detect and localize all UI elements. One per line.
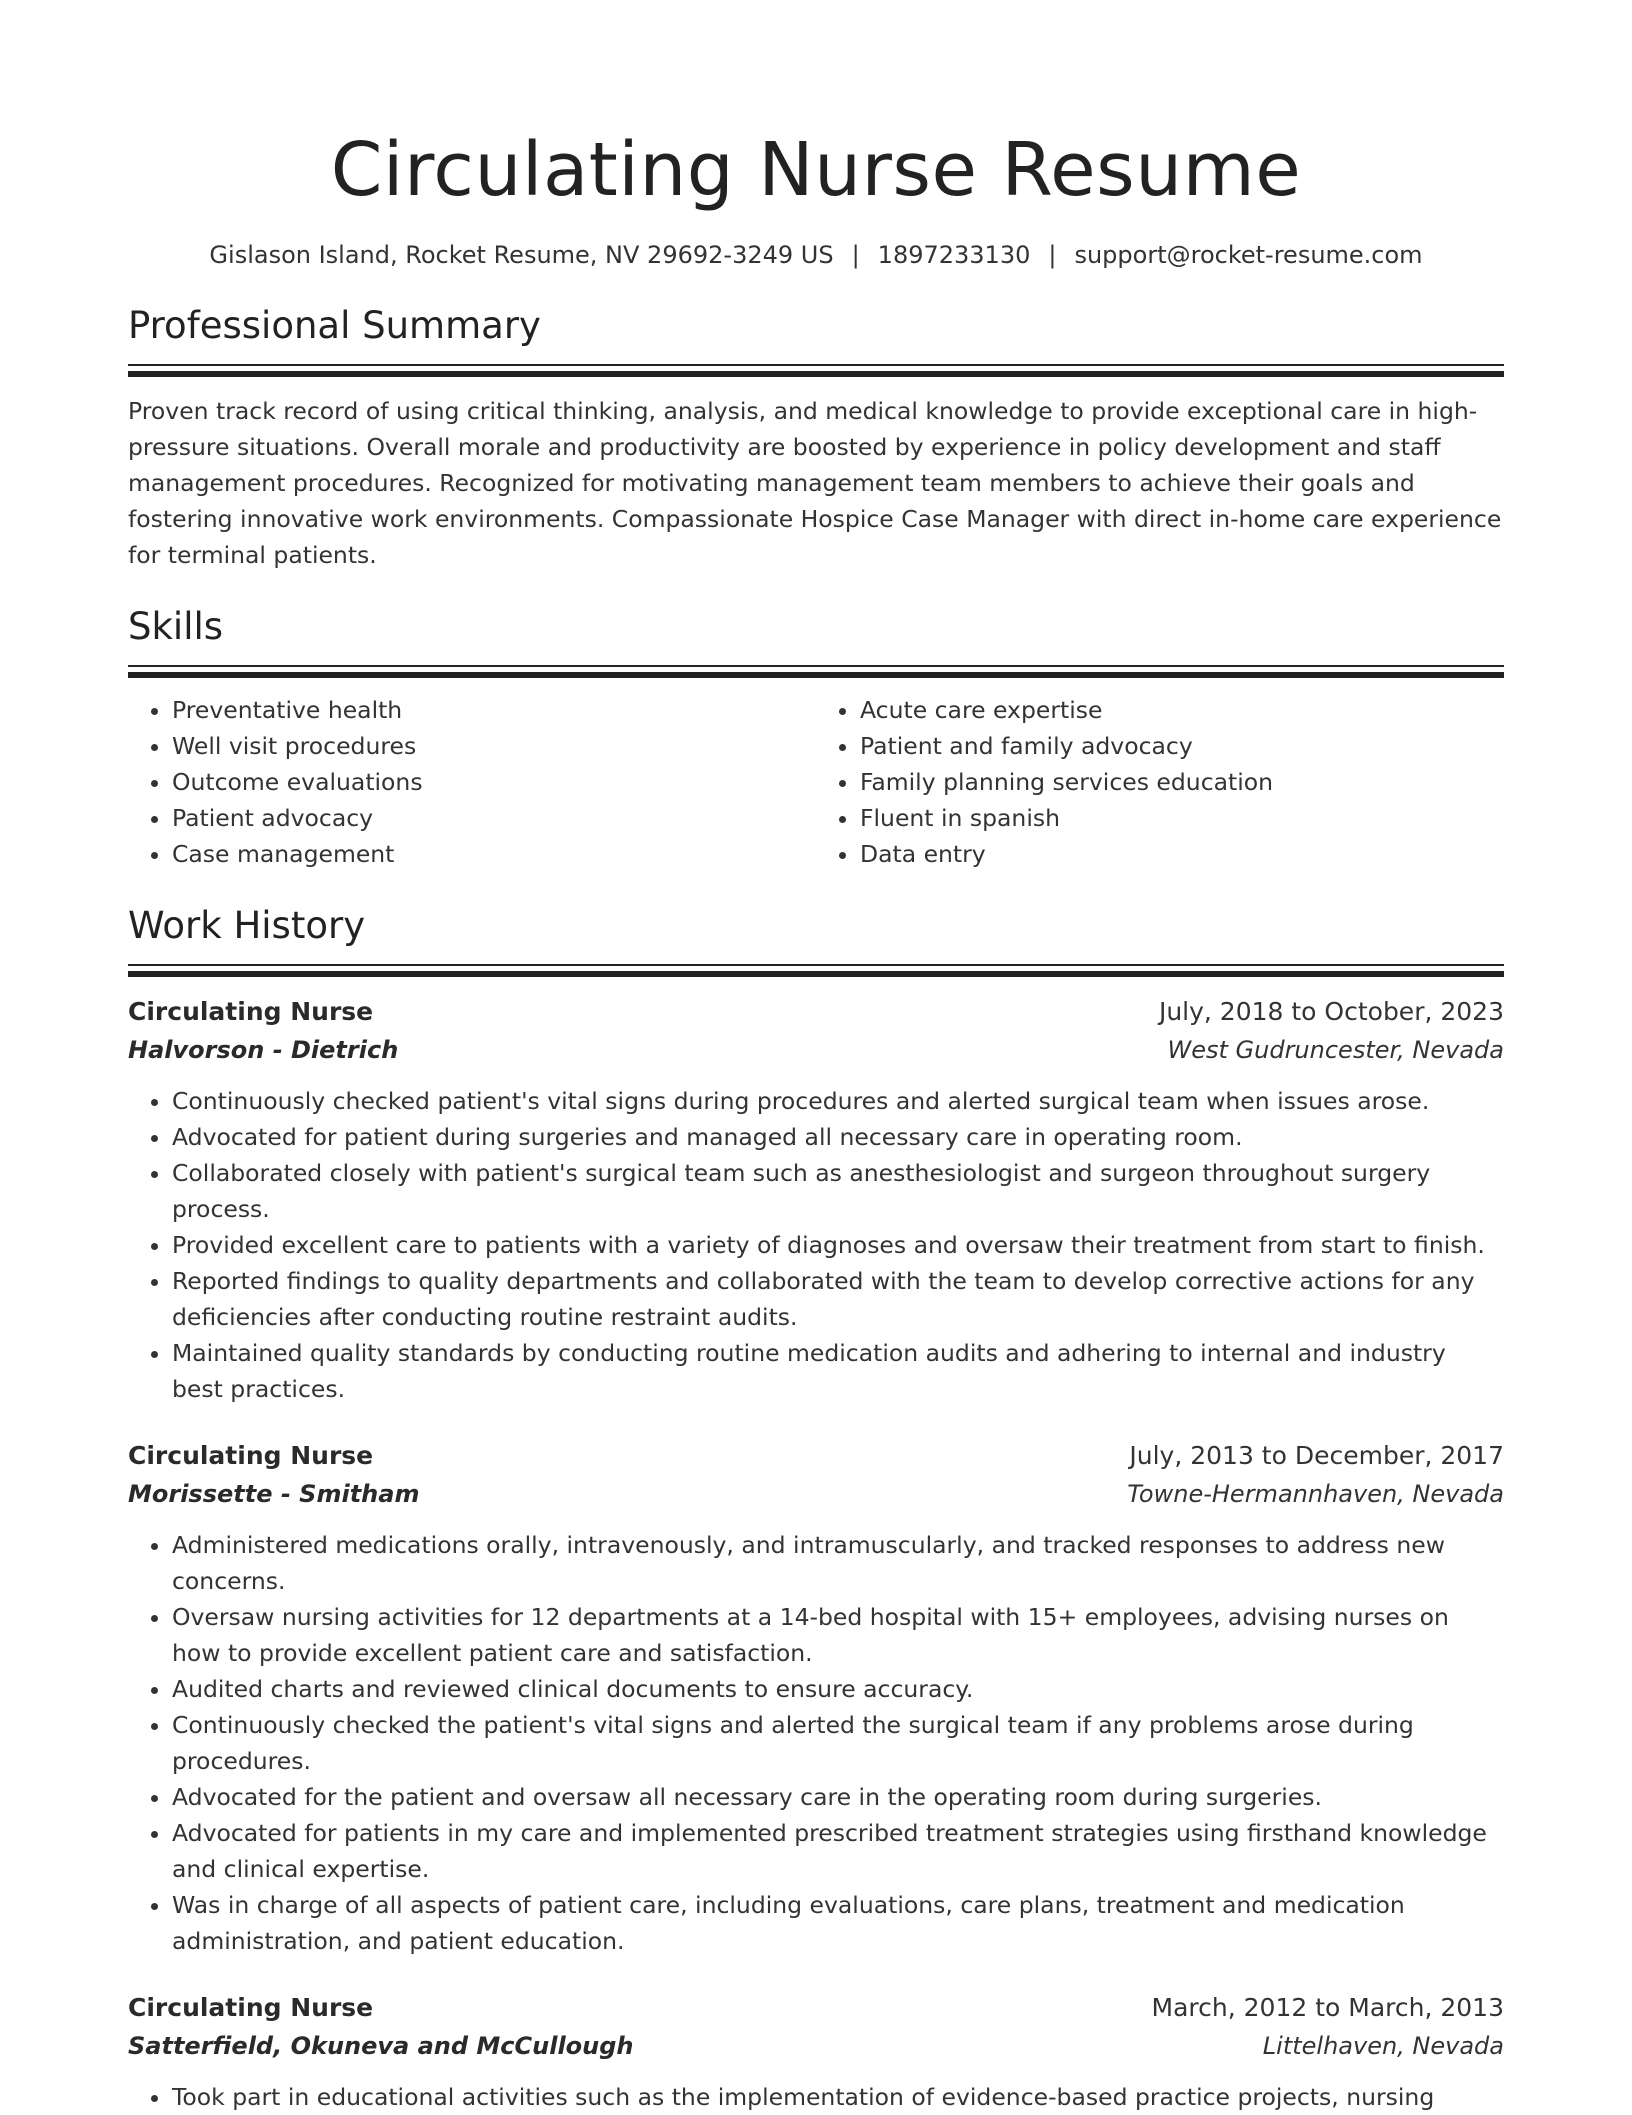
skill-item: • Patient advocacy: [172, 800, 816, 836]
job-bullet: • Advocated for patient during surgeries and managed all necessary care in operating room.: [172, 1119, 1504, 1155]
page-title: Circulating Nurse Resume: [330, 127, 1302, 213]
job-bullets: [128, 1527, 1504, 1959]
job-entry: [128, 1989, 1504, 2115]
skill-item: • Data entry: [860, 836, 1504, 872]
job-list: [128, 993, 1504, 2115]
job-entry: [128, 1437, 1504, 1959]
job-location: Towne-Hermannhaven, Nevada: [1127, 1480, 1504, 1508]
job-subheader-row: [128, 1031, 1504, 1069]
job-subheader-row: [128, 1475, 1504, 1513]
skill-item: • Preventative health: [172, 692, 816, 728]
job-title: Circulating Nurse: [128, 1993, 374, 2022]
skill-item: • Acute care expertise: [860, 692, 1504, 728]
contact-separator: |: [1048, 241, 1057, 269]
job-subheader-row: [128, 2027, 1504, 2065]
skill-item: • Patient and family advocacy: [860, 728, 1504, 764]
job-bullet: • Took part in educational activities such as the implementation of evidence-based practice projects, nursing: [172, 2079, 1504, 2115]
job-header-row: [128, 1989, 1504, 2027]
skill-item: • Family planning services education: [860, 764, 1504, 800]
section-divider: [128, 364, 1504, 377]
skills-columns: [128, 692, 1504, 872]
job-company: Halvorson - Dietrich: [128, 1036, 399, 1064]
contact-separator: |: [851, 241, 860, 269]
job-title: Circulating Nurse: [128, 1441, 374, 1470]
section-divider: [128, 665, 1504, 678]
professional-summary-section: [128, 302, 1504, 573]
skills-list-left: [128, 692, 816, 872]
job-bullet: • Audited charts and reviewed clinical documents to ensure accuracy.: [172, 1671, 1504, 1707]
job-bullet: • Continuously checked the patient's vital signs and alerted the surgical team if any problems arose during procedures.: [172, 1707, 1504, 1779]
skills-list-right: [816, 692, 1504, 872]
job-location: Littelhaven, Nevada: [1262, 2032, 1504, 2060]
contact-address: Gislason Island, Rocket Resume, NV 29692-3249 US: [209, 241, 834, 269]
job-bullet: • Was in charge of all aspects of patient care, including evaluations, care plans, treatment and medication administration, and patient education.: [172, 1887, 1504, 1959]
job-bullet: • Maintained quality standards by conducting routine medication audits and adhering to internal and industry best practices.: [172, 1335, 1504, 1407]
job-bullet: • Provided excellent care to patients with a variety of diagnoses and oversaw their treatment from start to finish.: [172, 1227, 1504, 1263]
job-title: Circulating Nurse: [128, 997, 374, 1026]
job-bullets: [128, 2079, 1504, 2115]
job-header-row: [128, 993, 1504, 1031]
job-bullet: • Advocated for patients in my care and implemented prescribed treatment strategies using firsthand knowledge and clinical expertise.: [172, 1815, 1504, 1887]
section-divider: [128, 964, 1504, 977]
job-bullet: • Continuously checked patient's vital signs during procedures and alerted surgical team when issues arose.: [172, 1083, 1504, 1119]
skill-item: • Fluent in spanish: [860, 800, 1504, 836]
job-bullet: • Collaborated closely with patient's surgical team such as anesthesiologist and surgeon throughout surgery process.: [172, 1155, 1504, 1227]
work-history-section: [128, 902, 1504, 2115]
job-location: West Gudruncester, Nevada: [1167, 1036, 1504, 1064]
resume-content: [128, 120, 1504, 2115]
job-header-row: [128, 1437, 1504, 1475]
job-bullet: • Advocated for the patient and oversaw all necessary care in the operating room during surgeries.: [172, 1779, 1504, 1815]
job-dates: March, 2012 to March, 2013: [1151, 1993, 1504, 2022]
contact-line: [128, 238, 1504, 272]
job-company: Morissette - Smitham: [128, 1480, 420, 1508]
contact-email: support@rocket-resume.com: [1074, 241, 1423, 269]
section-heading: Skills: [128, 605, 224, 648]
contact-phone: 1897233130: [877, 241, 1031, 269]
section-heading: Professional Summary: [128, 304, 541, 347]
job-bullet: • Reported findings to quality departments and collaborated with the team to develop corrective actions for any deficiencies after conducting routine restraint audits.: [172, 1263, 1504, 1335]
job-bullet: • Administered medications orally, intravenously, and intramuscularly, and tracked responses to address new concerns.: [172, 1527, 1504, 1599]
job-bullet: • Oversaw nursing activities for 12 departments at a 14-bed hospital with 15+ employees, advising nurses on how to provide excellent patient care and satisfaction.: [172, 1599, 1504, 1671]
job-dates: July, 2013 to December, 2017: [1129, 1441, 1504, 1470]
skills-section: [128, 603, 1504, 872]
skill-item: • Outcome evaluations: [172, 764, 816, 800]
job-bullets: [128, 1083, 1504, 1407]
skill-item: • Case management: [172, 836, 816, 872]
section-heading: Work History: [128, 904, 366, 947]
job-company: Satterfield, Okuneva and McCullough: [128, 2032, 634, 2060]
skill-item: • Well visit procedures: [172, 728, 816, 764]
summary-text: Proven track record of using critical thinking, analysis, and medical knowledge to provide exceptional care in high-pressure situations. Overall morale and productivity are boosted by experience in policy development and staff management procedures. Recognized for motivating management team members to achieve their goals and fostering innovative work environments. Compassionate Hospice Case Manager with direct in-home care experience for terminal patients.: [128, 397, 1502, 569]
job-dates: July, 2018 to October, 2023: [1158, 997, 1504, 1026]
job-entry: [128, 993, 1504, 1407]
